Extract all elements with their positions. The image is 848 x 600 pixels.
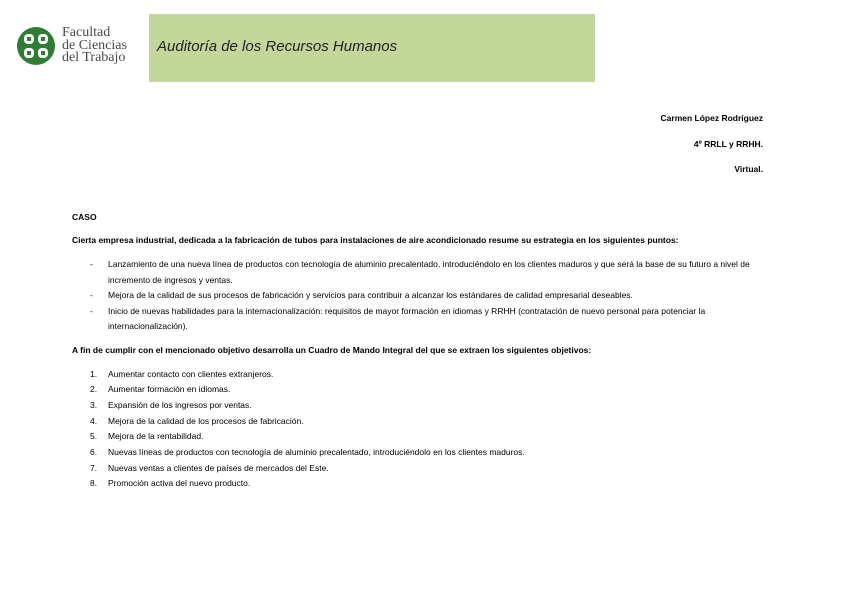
bullet-marker: - bbox=[90, 290, 93, 300]
objective-number: 8. bbox=[90, 478, 98, 489]
list-item bbox=[72, 429, 764, 445]
objective-text: Mejora de la rentabilidad. bbox=[108, 431, 204, 442]
case-section bbox=[72, 212, 764, 492]
list-item bbox=[72, 398, 764, 414]
bullet-text: Lanzamiento de una nueva línea de productos con tecnología de aluminio precalentado, introduciéndolo en los clientes maduros y que será la base de su futuro a nivel de incremento de ingresos y ventas. bbox=[108, 259, 750, 285]
author-course: 4º RRLL y RRHH. bbox=[693, 139, 763, 149]
faculty-logo bbox=[16, 26, 127, 66]
faculty-name bbox=[62, 27, 127, 65]
objective-text: Aumentar formación en idiomas. bbox=[108, 384, 231, 395]
objective-text: Mejora de la calidad de los procesos de fabricación. bbox=[108, 415, 304, 426]
objective-number: 4. bbox=[90, 415, 98, 426]
logo-line-3: del Trabajo bbox=[62, 50, 126, 66]
list-item bbox=[72, 445, 764, 461]
objective-text: Nuevas líneas de productos con tecnología de aluminio precalentado, introduciéndolo en los clientes maduros. bbox=[108, 447, 525, 458]
faculty-logo-icon bbox=[16, 26, 56, 66]
objective-number: 5. bbox=[90, 431, 98, 442]
objective-text: Nuevas ventas a clientes de países de mercados del Este. bbox=[108, 462, 329, 473]
logo-line-2: de Ciencias bbox=[62, 37, 127, 53]
objectives-list bbox=[72, 367, 764, 493]
logo-line-1: Facultad bbox=[62, 25, 111, 41]
list-item bbox=[72, 382, 764, 398]
objective-number: 6. bbox=[90, 447, 98, 458]
objective-number: 3. bbox=[90, 399, 98, 410]
objective-text: Promoción activa del nuevo producto. bbox=[108, 478, 251, 489]
bullet-text: Mejora de la calidad de sus procesos de fabricación y servicios para contribuir a alcanzar los estándares de calidad empresarial deseables. bbox=[108, 290, 633, 300]
list-item bbox=[72, 304, 764, 335]
objectives-intro: A fin de cumplir con el mencionado objetivo desarrolla un Cuadro de Mando Integral del que se extraen los siguientes objetivos: bbox=[72, 344, 592, 355]
list-item bbox=[72, 257, 764, 288]
objective-number: 7. bbox=[90, 462, 98, 473]
case-intro: Cierta empresa industrial, dedicada a la fabricación de tubos para instalaciones de aire acondicionado resume su estrategia en los siguientes puntos: bbox=[72, 235, 679, 245]
bullet-marker: - bbox=[90, 305, 93, 316]
bullet-text: Inicio de nuevas habilidades para la internacionalización: requisitos de mayor formación en idiomas y RRHH (contratación de nuevo personal para potenciar la internacionalización). bbox=[108, 305, 706, 331]
objective-number: 2. bbox=[90, 384, 98, 395]
objective-text: Aumentar contacto con clientes extranjeros. bbox=[108, 368, 274, 379]
author-mode: Virtual. bbox=[734, 164, 763, 174]
objective-text: Expansión de los ingresos por ventas. bbox=[108, 399, 252, 410]
bullet-marker: - bbox=[90, 259, 93, 269]
list-item bbox=[72, 414, 764, 430]
document-title: Auditoría de los Recursos Humanos bbox=[157, 38, 398, 55]
list-item bbox=[72, 461, 764, 477]
objective-number: 1. bbox=[90, 368, 98, 379]
list-item bbox=[72, 476, 764, 492]
list-item bbox=[72, 288, 764, 304]
author-name: Carmen López Rodríguez bbox=[660, 113, 763, 123]
list-item bbox=[72, 367, 764, 383]
case-heading: CASO bbox=[72, 212, 97, 222]
strategy-list bbox=[72, 257, 764, 335]
title-banner bbox=[149, 14, 595, 82]
